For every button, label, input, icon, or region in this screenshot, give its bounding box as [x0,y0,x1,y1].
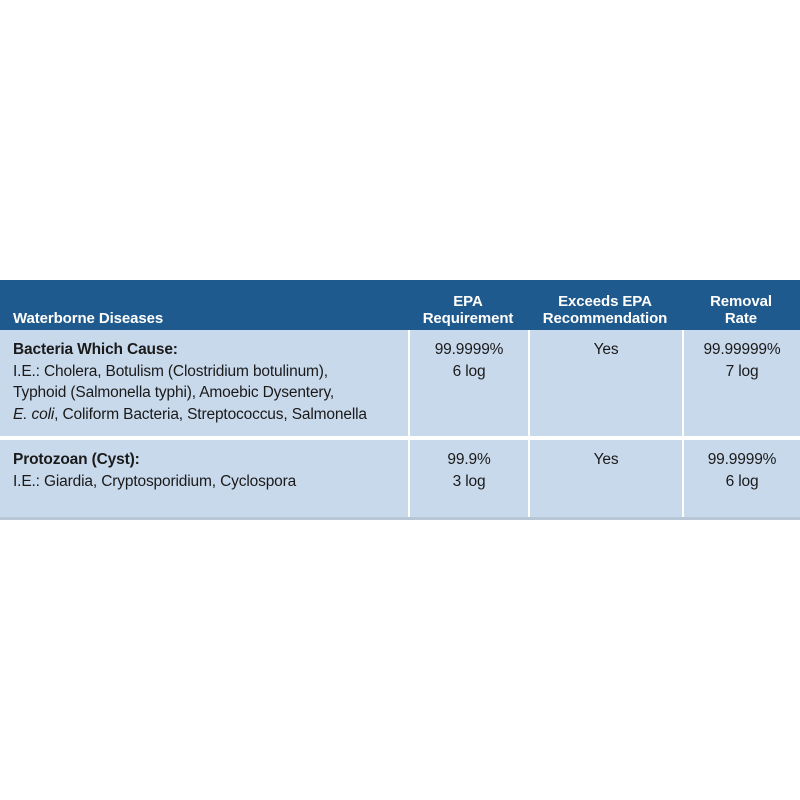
removal-log: 7 log [725,362,759,380]
disease-title: Protozoan (Cyst): [13,451,140,468]
cell-removal-rate [682,330,800,436]
waterborne-diseases-table [0,280,800,520]
header-removal-rate: Removal Rate [710,293,772,327]
disease-description-main: I.E.: Cholera, Botulism (Clostridium botulinum), Typhoid (Salmonella typhi), Amoebic Dysentery, [13,362,335,401]
disease-description [13,361,408,426]
cell-disease [0,440,408,517]
disease-description: I.E.: Giardia, Cryptosporidium, Cyclospora [13,472,297,490]
header-exceeds-epa-recommendation: Exceeds EPA Recommendation [542,293,668,327]
disease-description-tail: , Coliform Bacteria, Streptococcus, Salmonella [54,405,367,423]
cell-epa-requirement [408,330,528,436]
table-row-bacteria [0,330,800,440]
epa-log: 3 log [452,472,486,490]
header-epa-requirement: EPA Requirement [422,293,514,327]
disease-title: Bacteria Which Cause: [13,341,178,358]
exceeds-value: Yes [593,341,619,358]
epa-percent: 99.9% [447,451,491,468]
cell-epa-requirement [408,440,528,517]
cell-disease [0,330,408,436]
cell-removal-rate [682,440,800,517]
table-header-row [0,280,800,330]
exceeds-value: Yes [593,451,619,468]
epa-log: 6 log [452,362,486,380]
removal-percent: 99.99999% [703,341,781,358]
disease-description-italic: E. coli [13,405,55,423]
header-waterborne-diseases: Waterborne Diseases [13,310,164,327]
table-row-protozoan [0,440,800,520]
removal-percent: 99.9999% [707,451,777,468]
cell-exceeds-epa [528,330,682,436]
cell-exceeds-epa [528,440,682,517]
removal-log: 6 log [725,472,759,490]
epa-percent: 99.9999% [434,341,504,358]
